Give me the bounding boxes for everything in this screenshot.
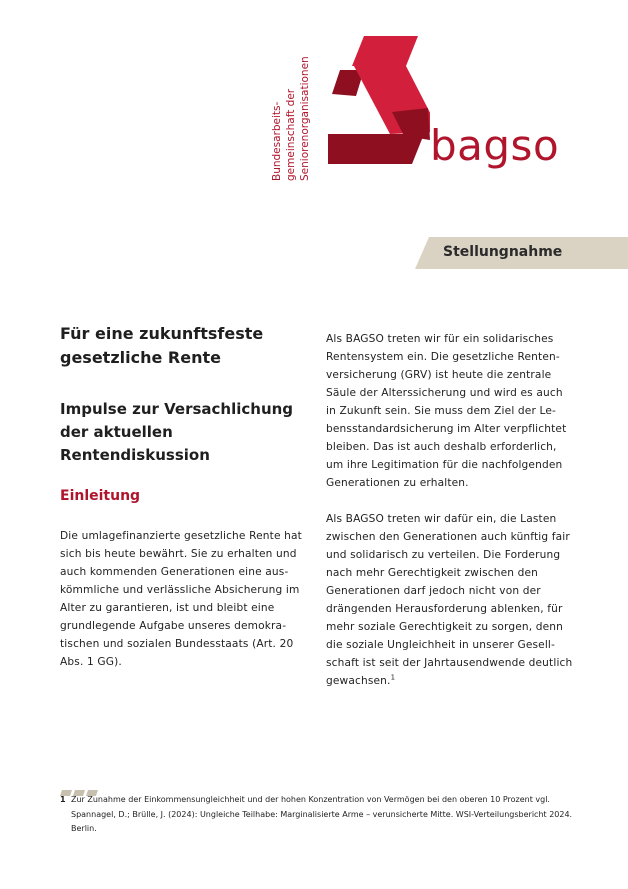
bagso-wordmark: bagso: [430, 121, 560, 170]
footnote-number: 1: [60, 795, 66, 804]
badge-label: Stellungnahme: [443, 244, 563, 260]
body-paragraph-2: [326, 510, 576, 690]
document-type-badge: [415, 237, 628, 269]
body-paragraph-2-text: Als BAGSO treten wir dafür ein, die Lasten zwischen den Generationen auch künftig fair und solidarisch zu verteilen. Die Forderung nach mehr Gerechtigkeit zwischen den Generationen darf jedoch nicht von der drängenden Herausforderung ablenken, für mehr soziale Gerechtigkeit zu sorgen, denn die soziale Ungleichheit in unserer Gesellschaft ist seit der Jahrtausendwende deutlich gewachsen.: [326, 513, 573, 687]
page-subtitle: Impulse zur Versachlichung der aktuellen Rentendiskussion: [60, 400, 294, 464]
section-heading: Einleitung: [60, 488, 141, 504]
footnote-reference[interactable]: 1: [390, 673, 396, 682]
footnote: [60, 793, 580, 837]
page-title: Für eine zukunftsfeste gesetzliche Rente: [60, 324, 264, 367]
org-name-line-1: Bundesarbeits-: [271, 101, 283, 181]
footnote-text: Zur Zunahme der Einkommensungleichheit und der hohen Konzentration von Vermögen bei den oberen 10 Prozent vgl. Spannagel, D.; Brülle, J. (2024): Ungleiche Teilhabe: Marginalisierte Arme – verunsicherte Mitte. WSI-Verteilungsbericht 2024. Berlin.: [71, 795, 573, 833]
organization-name: [268, 33, 326, 183]
body-paragraph-1: Als BAGSO treten wir für ein solidarisches Rentensystem ein. Die gesetzliche Rentenversicherung (GRV) ist heute die zentrale Säule der Alterssicherung und wird es auch in Zukunft sein. Sie muss dem Ziel der Lebensstandardsicherung im Alter verpflichtet bleiben. Das ist auch deshalb erforderlich, um ihre Legitimation für die nachfolgenden Generationen zu erhalten.: [326, 333, 567, 489]
org-name-line-3: Seniorenorganisationen: [299, 56, 311, 181]
intro-paragraph: Die umlagefinanzierte gesetzliche Rente hat sich bis heute bewährt. Sie zu erhalten und auch kommenden Generationen eine auskömmliche und verlässliche Absicherung im Alter zu garantieren, ist und bleibt eine grundlegende Aufgabe unseres demokratischen und sozialen Bundesstaats (Art. 20 Abs. 1 GG).: [60, 530, 302, 668]
org-name-line-2: gemeinschaft der: [285, 88, 297, 181]
bagso-logo-mark: [328, 36, 430, 172]
